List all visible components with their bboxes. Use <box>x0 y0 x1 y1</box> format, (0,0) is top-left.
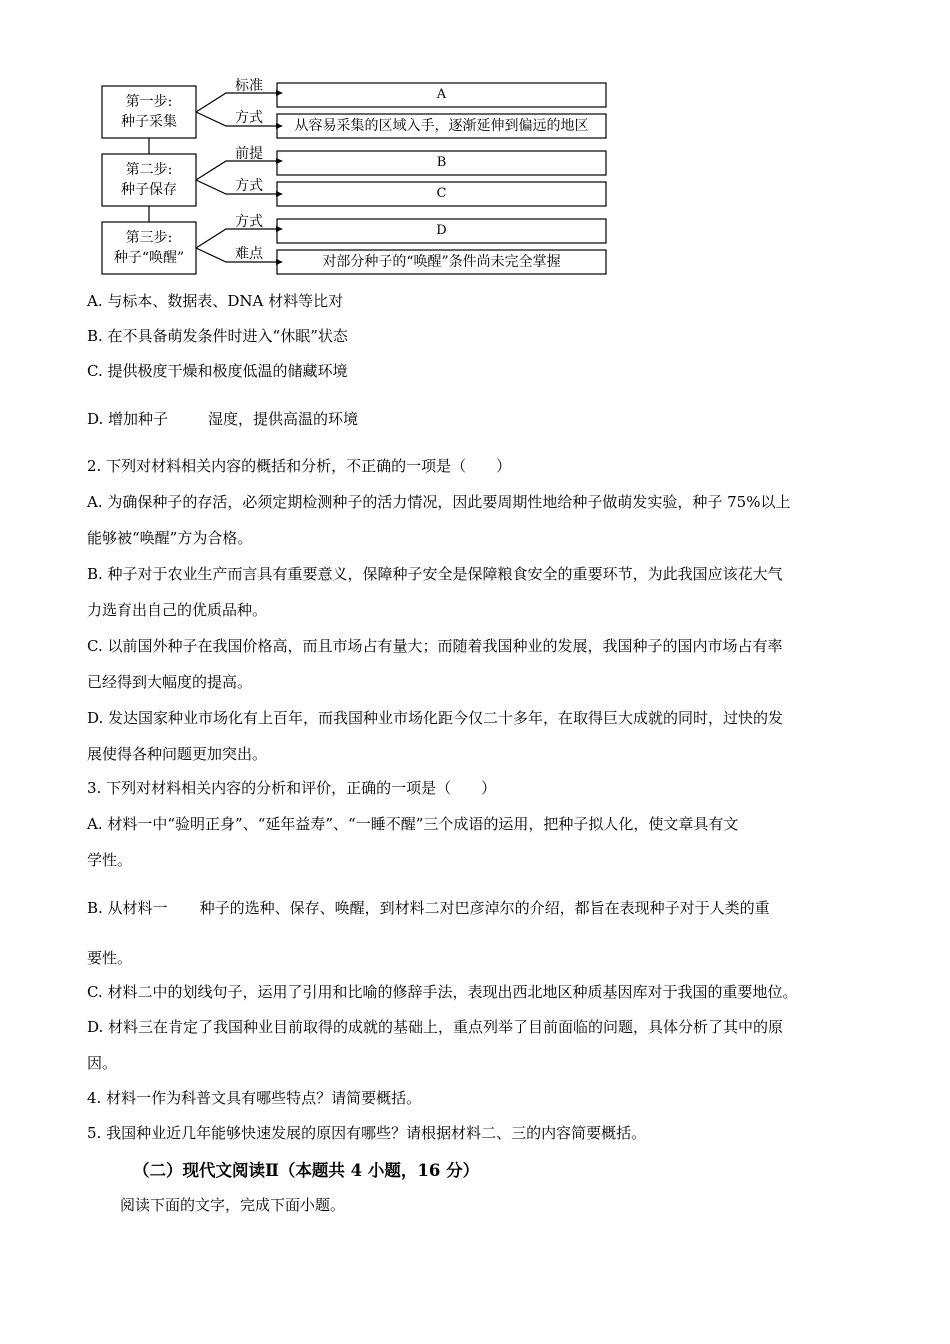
q2-option-d-line2: 展使得各种问题更加突出。 <box>87 745 268 763</box>
q2-stem: 2. 下列对材料相关内容的概括和分析，不正确的一项是（ ） <box>87 457 512 475</box>
step-3-label: 第三步: 种子“唤醒” <box>113 230 185 266</box>
q2-option-b-line2: 力选育出自己的优质品种。 <box>87 601 268 619</box>
q2-option-c-line1: C. 以前国外种子在我国价格高，而且市场占有量大；而随着我国种业的发展，我国种子的国内市场占有率 <box>87 637 783 655</box>
box-awaken-difficulty: 对部分种子的“唤醒”条件尚未完全掌握 <box>322 254 561 270</box>
step-1-label: 第一步: 种子采集 <box>121 94 177 130</box>
q2-option-a-line1: A. 为确保种子的存活，必须定期检测种子的活力情况，因此要周期性地给种子做萌发实验，种子 75%以上 <box>87 493 791 511</box>
q2-option-b-line1: B. 种子对于农业生产而言具有重要意义，保障种子安全是保障粮食安全的重要环节，为此我国应该花大气 <box>87 565 783 583</box>
q3-option-a-line1: A. 材料一中“验明正身”、“延年益寿”、“一睡不醒”三个成语的运用，把种子拟人化，使文章具有文 <box>87 815 739 833</box>
q2-option-c-line2: 已经得到大幅度的提高。 <box>87 673 253 691</box>
q3-option-d-line1: D. 材料三在肯定了我国种业目前取得的成就的基础上，重点列举了目前面临的问题，具体分析了其中的原 <box>87 1018 784 1036</box>
q3-option-d-line2: 因。 <box>87 1054 118 1072</box>
box-collection-method: 从容易采集的区域入手，逐渐延伸到偏远的地区 <box>294 118 589 134</box>
box-a: A <box>436 87 447 102</box>
q5-stem: 5. 我国种业近几年能够快速发展的原因有哪些？请根据材料二、三的内容简要概括。 <box>87 1124 647 1142</box>
q2-option-a-line2: 能够被“唤醒”方为合格。 <box>87 529 253 547</box>
q3-option-b-line1: B. 从材料一 种子的选种、保存、唤醒，到材料二对巴彦淖尔的介绍，都旨在表现种子对于人类的重 <box>87 899 770 917</box>
reading-instruction: 阅读下面的文字，完成下面小题。 <box>120 1196 346 1214</box>
section-title: （二）现代文阅读Ⅱ（本题共 4 小题，16 分） <box>133 1161 480 1180</box>
branch-label-method-1: 方式 <box>235 110 263 126</box>
seed-flowchart <box>96 76 616 282</box>
q3-option-a-line2: 学性。 <box>87 851 133 869</box>
branch-label-difficulty: 难点 <box>235 246 263 262</box>
q3-option-b-line2: 要性。 <box>87 949 133 967</box>
q1-option-b: B. 在不具备萌发条件时进入“休眠”状态 <box>87 327 348 345</box>
q3-stem: 3. 下列对材料相关内容的分析和评价，正确的一项是（ ） <box>87 779 497 797</box>
box-c: C <box>436 186 447 201</box>
branch-label-method-2: 方式 <box>235 178 263 194</box>
box-b: B <box>436 155 447 170</box>
q1-option-d: D. 增加种子 湿度，提供高温的环境 <box>87 410 359 428</box>
q1-option-a: A. 与标本、数据表、DNA 材料等比对 <box>87 292 344 310</box>
branch-label-standard: 标准 <box>235 78 263 94</box>
q1-option-c: C. 提供极度干燥和极度低温的储藏环境 <box>87 362 348 380</box>
box-d: D <box>436 223 447 238</box>
q4-stem: 4. 材料一作为科普文具有哪些特点？请简要概括。 <box>87 1089 422 1107</box>
q2-option-d-line1: D. 发达国家种业市场化有上百年，而我国种业市场化距今仅二十多年，在取得巨大成就的同时，过快的发 <box>87 709 784 727</box>
branch-label-method-3: 方式 <box>235 214 263 230</box>
step-2-label: 第二步: 种子保存 <box>121 162 177 198</box>
q3-option-c: C. 材料二中的划线句子，运用了引用和比喻的修辞手法，表现出西北地区种质基因库对于我国的重要地位。 <box>87 983 798 1001</box>
branch-label-premise: 前提 <box>235 146 263 162</box>
